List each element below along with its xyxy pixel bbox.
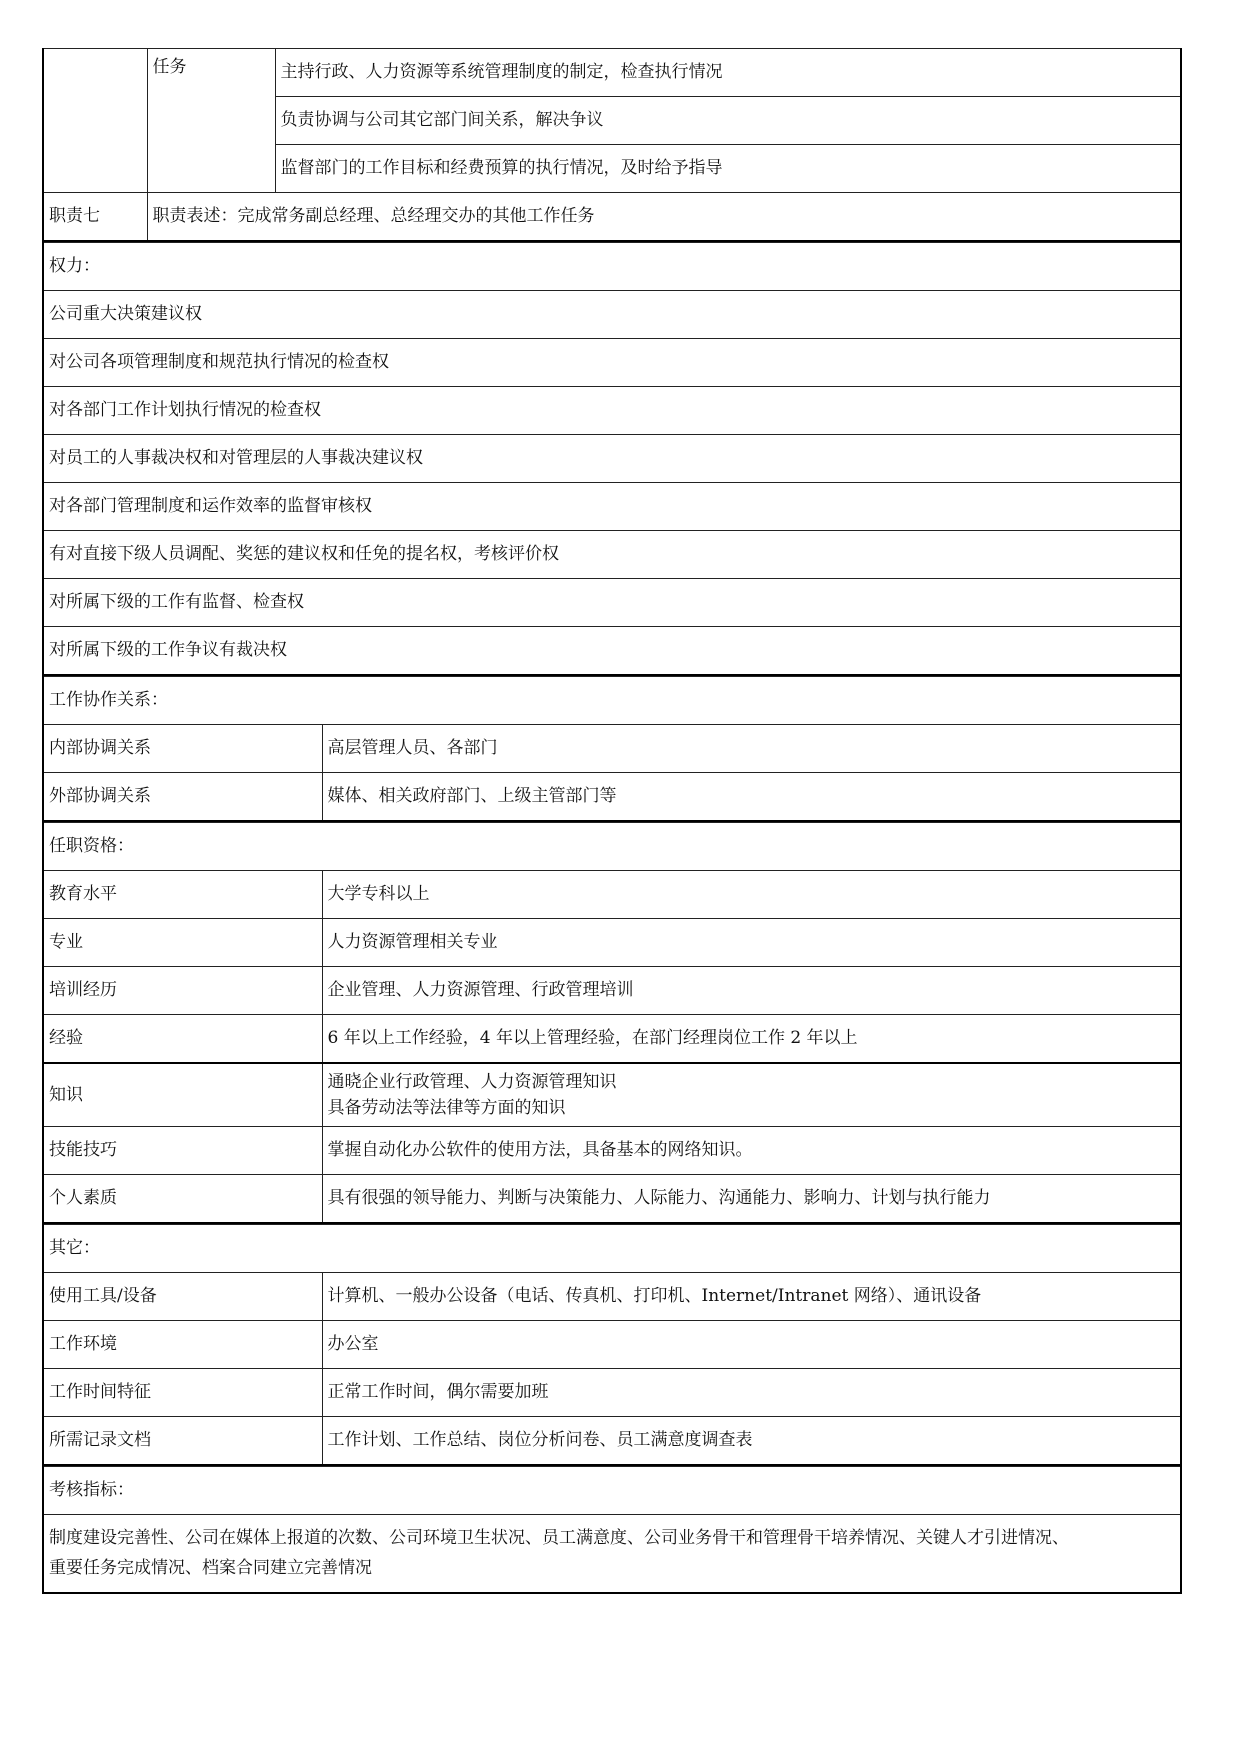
qualification-label: 专业 — [43, 919, 322, 967]
qualification-value: 掌握自动化办公软件的使用方法，具备基本的网络知识。 — [322, 1127, 1181, 1175]
authority-item: 对所属下级的工作有监督、检查权 — [43, 579, 1181, 627]
authority-item: 对各部门工作计划执行情况的检查权 — [43, 387, 1181, 435]
authority-item: 公司重大决策建议权 — [43, 291, 1181, 339]
authority-heading: 权力： — [43, 243, 1181, 291]
authority-item: 对员工的人事裁决权和对管理层的人事裁决建议权 — [43, 435, 1181, 483]
qualification-label: 经验 — [43, 1015, 322, 1064]
other-value: 办公室 — [322, 1321, 1181, 1369]
authority-item: 有对直接下级人员调配、奖惩的建议权和任免的提名权，考核评价权 — [43, 531, 1181, 579]
task-label: 任务 — [147, 49, 275, 193]
duty7-text: 职责表述：完成常务副总经理、总经理交办的其他工作任务 — [147, 193, 1181, 242]
kpi-line: 重要任务完成情况、档案合同建立完善情况 — [49, 1558, 372, 1578]
authority-item: 对各部门管理制度和运作效率的监督审核权 — [43, 483, 1181, 531]
authority-item: 对所属下级的工作争议有裁决权 — [43, 627, 1181, 676]
qualification-label: 教育水平 — [43, 871, 322, 919]
qualification-label: 培训经历 — [43, 967, 322, 1015]
task-item: 监督部门的工作目标和经费预算的执行情况，及时给予指导 — [275, 145, 1181, 193]
qualification-table — [42, 822, 1182, 1224]
knowledge-value — [322, 1063, 1181, 1127]
kpi-heading: 考核指标： — [43, 1467, 1181, 1515]
other-label: 使用工具/设备 — [43, 1273, 322, 1321]
authority-table — [42, 242, 1182, 676]
qualification-label: 技能技巧 — [43, 1127, 322, 1175]
other-heading: 其它： — [43, 1225, 1181, 1273]
qualification-value: 人力资源管理相关专业 — [322, 919, 1181, 967]
qualification-value: 6 年以上工作经验，4 年以上管理经验，在部门经理岗位工作 2 年以上 — [322, 1015, 1181, 1064]
other-value: 正常工作时间，偶尔需要加班 — [322, 1369, 1181, 1417]
qualification-value: 具有很强的领导能力、判断与决策能力、人际能力、沟通能力、影响力、计划与执行能力 — [322, 1175, 1181, 1224]
knowledge-label: 知识 — [43, 1063, 322, 1127]
cooperation-value: 媒体、相关政府部门、上级主管部门等 — [322, 773, 1181, 822]
duty7-label: 职责七 — [43, 193, 147, 242]
cooperation-value: 高层管理人员、各部门 — [322, 725, 1181, 773]
knowledge-line: 具备劳动法等法律等方面的知识 — [327, 1097, 566, 1118]
cooperation-heading: 工作协作关系： — [43, 677, 1181, 725]
duties-table — [42, 48, 1182, 242]
qualification-value: 大学专科以上 — [322, 871, 1181, 919]
kpi-table — [42, 1466, 1182, 1594]
other-label: 工作时间特征 — [43, 1369, 322, 1417]
cooperation-label: 外部协调关系 — [43, 773, 322, 822]
qualification-value: 企业管理、人力资源管理、行政管理培训 — [322, 967, 1181, 1015]
cooperation-label: 内部协调关系 — [43, 725, 322, 773]
knowledge-line: 通晓企业行政管理、人力资源管理知识 — [327, 1071, 617, 1092]
cooperation-table — [42, 676, 1182, 822]
other-value: 计算机、一般办公设备（电话、传真机、打印机、Internet/Intranet 网络）、通讯设备 — [322, 1273, 1181, 1321]
task-item: 负责协调与公司其它部门间关系，解决争议 — [275, 97, 1181, 145]
task-item: 主持行政、人力资源等系统管理制度的制定，检查执行情况 — [275, 49, 1181, 97]
kpi-line: 制度建设完善性、公司在媒体上报道的次数、公司环境卫生状况、员工满意度、公司业务骨干和管理骨干培养情况、关键人才引进情况、 — [49, 1528, 1069, 1548]
qualification-label: 个人素质 — [43, 1175, 322, 1224]
other-value: 工作计划、工作总结、岗位分析问卷、员工满意度调查表 — [322, 1417, 1181, 1466]
other-table — [42, 1224, 1182, 1466]
duty-empty-cell — [43, 49, 147, 193]
job-description-sheet — [42, 48, 1182, 1594]
kpi-content — [43, 1515, 1181, 1594]
other-label: 工作环境 — [43, 1321, 322, 1369]
authority-item: 对公司各项管理制度和规范执行情况的检查权 — [43, 339, 1181, 387]
qualification-heading: 任职资格： — [43, 823, 1181, 871]
other-label: 所需记录文档 — [43, 1417, 322, 1466]
